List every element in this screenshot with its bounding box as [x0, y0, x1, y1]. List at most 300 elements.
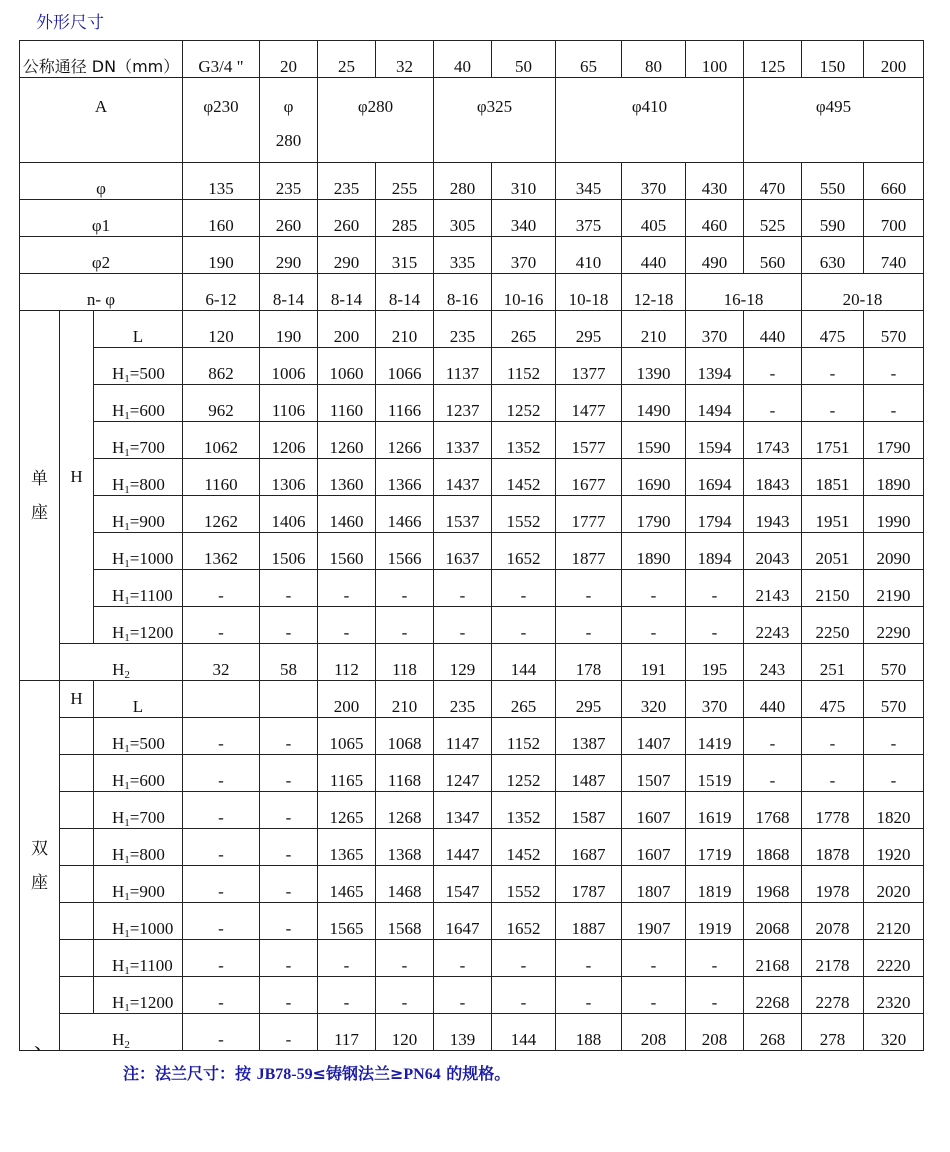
h1-cell: -	[183, 607, 260, 644]
h1-cell: 1787	[556, 866, 622, 903]
h1-cell: -	[802, 348, 864, 385]
h1-cell: 1347	[434, 792, 492, 829]
h1-cell: 1390	[622, 348, 686, 385]
phi-cell: 370	[622, 163, 686, 200]
phi1-cell: 460	[686, 200, 744, 237]
h1-cell: -	[260, 866, 318, 903]
h1-cell: 1820	[864, 792, 924, 829]
footnote-middle: ≤铸钢法兰≥	[312, 1064, 404, 1083]
subscript: 1	[124, 447, 130, 459]
footnote	[123, 1061, 510, 1084]
double-h1-row	[20, 718, 924, 755]
single-seat-label: 单座	[20, 311, 60, 681]
l-cell: 265	[492, 311, 556, 348]
l-cell: 295	[556, 311, 622, 348]
h-row-label: $H_1=800$	[94, 829, 183, 866]
phi-cell: 550	[802, 163, 864, 200]
dn-cell: 40	[434, 41, 492, 78]
table-body	[20, 41, 924, 1051]
a-cell: φ410	[556, 78, 744, 163]
h1-cell: 1362	[183, 533, 260, 570]
h1-cell: 1066	[376, 348, 434, 385]
h-row-label: $H_1=900$	[94, 866, 183, 903]
l-cell: 440	[744, 311, 802, 348]
dn-cell: G3/4 "	[183, 41, 260, 78]
double-h1-row	[20, 829, 924, 866]
nphi-label: n- φ	[20, 274, 183, 311]
h1-cell: -	[318, 977, 376, 1014]
dn-header-row	[20, 41, 924, 78]
h1-cell: 1519	[686, 755, 744, 792]
h1-cell: -	[260, 718, 318, 755]
h1-cell: -	[260, 607, 318, 644]
h1-cell: 1507	[622, 755, 686, 792]
h1-cell: -	[183, 792, 260, 829]
h1-cell: 1652	[492, 533, 556, 570]
h1-cell: 1594	[686, 422, 744, 459]
h1-cell: 1062	[183, 422, 260, 459]
footnote-prefix: 注：法兰尺寸：按	[123, 1064, 257, 1083]
nphi-cell: 12-18	[622, 274, 686, 311]
phi-cell: 135	[183, 163, 260, 200]
h1-cell: 1137	[434, 348, 492, 385]
h1-cell: 1887	[556, 903, 622, 940]
phi1-cell: 260	[318, 200, 376, 237]
h1-cell: 1751	[802, 422, 864, 459]
h1-cell: 1506	[260, 533, 318, 570]
h1-cell: 1460	[318, 496, 376, 533]
l-cell: 475	[802, 681, 864, 718]
single-h1-row	[20, 607, 924, 644]
l-cell: 265	[492, 681, 556, 718]
spacer-cell	[60, 977, 94, 1014]
l-cell: 120	[183, 311, 260, 348]
phi2-cell: 290	[318, 237, 376, 274]
h1-cell: -	[260, 903, 318, 940]
double-h-label: H	[60, 681, 94, 718]
h1-cell: 962	[183, 385, 260, 422]
h2-cell: 195	[686, 644, 744, 681]
a-cell-split	[260, 78, 318, 163]
h1-cell: 1468	[376, 866, 434, 903]
h1-cell: -	[802, 755, 864, 792]
h1-cell: 1978	[802, 866, 864, 903]
h1-cell: 1694	[686, 459, 744, 496]
single-h1-row	[20, 385, 924, 422]
spacer-cell	[60, 940, 94, 977]
h1-cell: 1152	[492, 348, 556, 385]
h1-cell: -	[622, 607, 686, 644]
h1-cell: -	[744, 755, 802, 792]
dn-header-label: 公称通径 DN（mm）	[20, 41, 183, 78]
h-row-label: $H_1=1200$	[94, 977, 183, 1014]
h-row-label: $H_1=600$	[94, 755, 183, 792]
h2-cell: 320	[864, 1014, 924, 1051]
h2-cell: -	[183, 1014, 260, 1051]
single-l-row	[20, 311, 924, 348]
h2-cell: 58	[260, 644, 318, 681]
h1-cell: 1266	[376, 422, 434, 459]
phi-cell: 660	[864, 163, 924, 200]
h1-cell: -	[376, 570, 434, 607]
h1-cell: 1794	[686, 496, 744, 533]
subscript: 2	[124, 1039, 130, 1051]
nphi-row	[20, 274, 924, 311]
dn-cell: 200	[864, 41, 924, 78]
double-h1-row	[20, 866, 924, 903]
h1-cell: 1260	[318, 422, 376, 459]
h1-cell: -	[556, 940, 622, 977]
h1-cell: 1437	[434, 459, 492, 496]
h1-cell: 2268	[744, 977, 802, 1014]
nphi-cell: 6-12	[183, 274, 260, 311]
h1-cell: -	[260, 829, 318, 866]
h1-cell: -	[183, 903, 260, 940]
phi2-cell: 410	[556, 237, 622, 274]
h2-cell: 268	[744, 1014, 802, 1051]
double-h1-row	[20, 755, 924, 792]
h2-cell: 188	[556, 1014, 622, 1051]
h1-cell: 1719	[686, 829, 744, 866]
h1-cell: 1619	[686, 792, 744, 829]
dn-cell: 25	[318, 41, 376, 78]
h1-cell: 1877	[556, 533, 622, 570]
phi-row	[20, 163, 924, 200]
double-h1-row	[20, 977, 924, 1014]
h1-cell: 1890	[864, 459, 924, 496]
double-l-row	[20, 681, 924, 718]
h1-cell: 1106	[260, 385, 318, 422]
h1-cell: 2020	[864, 866, 924, 903]
phi2-cell: 630	[802, 237, 864, 274]
phi2-row	[20, 237, 924, 274]
h1-cell: -	[183, 570, 260, 607]
l-label: L	[94, 311, 183, 348]
h1-cell: 1252	[492, 755, 556, 792]
h1-cell: 1352	[492, 422, 556, 459]
h1-cell: -	[686, 607, 744, 644]
subscript: 1	[124, 780, 130, 792]
h1-cell: 1968	[744, 866, 802, 903]
spacer-cell	[60, 792, 94, 829]
l-cell: 370	[686, 681, 744, 718]
phi1-cell: 285	[376, 200, 434, 237]
h1-cell: -	[260, 940, 318, 977]
h-row-label: $H_1=1000$	[94, 903, 183, 940]
double-h2-row	[20, 1014, 924, 1051]
phi2-cell: 740	[864, 237, 924, 274]
h1-cell: -	[183, 829, 260, 866]
section-title: 外形尺寸	[36, 13, 104, 33]
nphi-cell: 10-16	[492, 274, 556, 311]
h1-cell: 1690	[622, 459, 686, 496]
h1-cell: 1060	[318, 348, 376, 385]
double-h1-row	[20, 940, 924, 977]
h2-cell: 112	[318, 644, 376, 681]
dn-cell: 65	[556, 41, 622, 78]
h1-cell: 1165	[318, 755, 376, 792]
l-cell: 570	[864, 681, 924, 718]
h1-cell: 1565	[318, 903, 376, 940]
a-cell-symbol: φ	[283, 97, 294, 116]
h1-cell: -	[376, 940, 434, 977]
h1-cell: -	[434, 977, 492, 1014]
subscript: 1	[124, 965, 130, 977]
h1-cell: -	[556, 607, 622, 644]
phi1-cell: 375	[556, 200, 622, 237]
h1-cell: -	[556, 570, 622, 607]
h1-cell: 1566	[376, 533, 434, 570]
h-row-label: $H_1=1200$	[94, 607, 183, 644]
h1-cell: -	[318, 607, 376, 644]
h1-cell: 1147	[434, 718, 492, 755]
subscript: 1	[124, 817, 130, 829]
dimension-table	[19, 40, 924, 1051]
phi1-cell: 700	[864, 200, 924, 237]
h1-cell: 1377	[556, 348, 622, 385]
h1-cell: -	[622, 977, 686, 1014]
h-row-label: $H_1=700$	[94, 792, 183, 829]
h1-cell: -	[492, 977, 556, 1014]
h1-cell: 1368	[376, 829, 434, 866]
phi1-cell: 305	[434, 200, 492, 237]
h1-cell: -	[744, 385, 802, 422]
h1-cell: -	[434, 570, 492, 607]
h1-cell: 1790	[864, 422, 924, 459]
l-cell	[183, 681, 260, 718]
phi-cell: 235	[260, 163, 318, 200]
dn-cell: 50	[492, 41, 556, 78]
h1-cell: -	[183, 866, 260, 903]
h1-cell: 2278	[802, 977, 864, 1014]
h1-cell: 2051	[802, 533, 864, 570]
h1-cell: 1919	[686, 903, 744, 940]
footnote-pn: PN64	[403, 1066, 441, 1083]
h-row-label: $H_1=500$	[94, 348, 183, 385]
h-row-label: $H_1=900$	[94, 496, 183, 533]
h1-cell: 1547	[434, 866, 492, 903]
subscript: 1	[124, 891, 130, 903]
h1-cell: -	[622, 570, 686, 607]
h1-cell: 1552	[492, 496, 556, 533]
phi1-cell: 160	[183, 200, 260, 237]
h1-cell: -	[864, 385, 924, 422]
h1-cell: 1552	[492, 866, 556, 903]
h1-cell: 1237	[434, 385, 492, 422]
phi2-cell: 190	[183, 237, 260, 274]
h1-cell: 1560	[318, 533, 376, 570]
h2-cell: 251	[802, 644, 864, 681]
h2-cell: 208	[622, 1014, 686, 1051]
phi1-cell: 405	[622, 200, 686, 237]
phi2-cell: 335	[434, 237, 492, 274]
phi-cell: 235	[318, 163, 376, 200]
subscript: 2	[124, 669, 130, 681]
single-h-label: H	[60, 311, 94, 644]
h1-cell: -	[260, 570, 318, 607]
single-h1-row	[20, 570, 924, 607]
h1-cell: 1168	[376, 755, 434, 792]
l-cell: 210	[622, 311, 686, 348]
single-h1-row	[20, 496, 924, 533]
h1-cell: 1365	[318, 829, 376, 866]
nphi-cell: 10-18	[556, 274, 622, 311]
double-h1-row	[20, 903, 924, 940]
a-cell: φ495	[744, 78, 924, 163]
h1-cell: 1265	[318, 792, 376, 829]
phi1-row	[20, 200, 924, 237]
l-cell: 295	[556, 681, 622, 718]
h1-cell: 1878	[802, 829, 864, 866]
h1-cell: -	[376, 977, 434, 1014]
a-label: A	[20, 78, 183, 163]
subscript: 1	[124, 373, 130, 385]
h1-cell: 1360	[318, 459, 376, 496]
h-row-label: $H_1=600$	[94, 385, 183, 422]
stray-mark: 、	[34, 1030, 54, 1054]
phi-label: φ	[20, 163, 183, 200]
h1-cell: -	[260, 755, 318, 792]
h2-cell: 118	[376, 644, 434, 681]
spacer-cell	[60, 829, 94, 866]
nphi-cell: 16-18	[686, 274, 802, 311]
h1-cell: 1652	[492, 903, 556, 940]
h1-cell: 1419	[686, 718, 744, 755]
h1-cell: 1687	[556, 829, 622, 866]
single-h1-row	[20, 533, 924, 570]
phi2-cell: 290	[260, 237, 318, 274]
h1-cell: -	[686, 977, 744, 1014]
phi1-cell: 340	[492, 200, 556, 237]
h1-cell: 2168	[744, 940, 802, 977]
h1-cell: 1807	[622, 866, 686, 903]
h1-cell: 2178	[802, 940, 864, 977]
spacer-cell	[60, 866, 94, 903]
dn-cell: 100	[686, 41, 744, 78]
h1-cell: 1394	[686, 348, 744, 385]
nphi-cell: 8-14	[260, 274, 318, 311]
h2-cell: 278	[802, 1014, 864, 1051]
h2-cell: 120	[376, 1014, 434, 1051]
h1-cell: 2320	[864, 977, 924, 1014]
h2-cell: 139	[434, 1014, 492, 1051]
h1-cell: 1790	[622, 496, 686, 533]
h1-cell: -	[183, 755, 260, 792]
phi-cell: 280	[434, 163, 492, 200]
h1-cell: 1252	[492, 385, 556, 422]
subscript: 1	[124, 484, 130, 496]
h1-cell: 1407	[622, 718, 686, 755]
h1-cell: 2220	[864, 940, 924, 977]
phi2-label: φ2	[20, 237, 183, 274]
spacer-cell	[60, 755, 94, 792]
h1-cell: 1590	[622, 422, 686, 459]
h1-cell: -	[183, 718, 260, 755]
h1-cell: -	[260, 977, 318, 1014]
h2-cell: 32	[183, 644, 260, 681]
h1-cell: -	[183, 977, 260, 1014]
h1-cell: 1068	[376, 718, 434, 755]
nphi-cell: 8-14	[376, 274, 434, 311]
h1-cell: 1490	[622, 385, 686, 422]
h1-cell: 1943	[744, 496, 802, 533]
spacer-cell	[60, 903, 94, 940]
a-cell: φ280	[318, 78, 434, 163]
dn-cell: 150	[802, 41, 864, 78]
h1-cell: -	[492, 607, 556, 644]
h1-cell: 1990	[864, 496, 924, 533]
l-cell: 200	[318, 681, 376, 718]
subscript: 1	[124, 928, 130, 940]
h2-cell: -	[260, 1014, 318, 1051]
a-cell: φ325	[434, 78, 556, 163]
h1-cell: 2068	[744, 903, 802, 940]
h1-cell: 1568	[376, 903, 434, 940]
h2-cell: 117	[318, 1014, 376, 1051]
h1-cell: 1366	[376, 459, 434, 496]
double-seat-label: 双座	[20, 681, 60, 1051]
h1-cell: 2190	[864, 570, 924, 607]
h2-cell: 243	[744, 644, 802, 681]
subscript: 1	[124, 558, 130, 570]
h-row-label: $H_2$	[60, 1014, 183, 1051]
l-cell	[260, 681, 318, 718]
phi2-cell: 315	[376, 237, 434, 274]
h1-cell: -	[802, 385, 864, 422]
h1-cell: 2043	[744, 533, 802, 570]
h1-cell: -	[802, 718, 864, 755]
dn-cell: 20	[260, 41, 318, 78]
l-cell: 190	[260, 311, 318, 348]
h2-cell: 570	[864, 644, 924, 681]
h1-cell: 1160	[318, 385, 376, 422]
h1-cell: -	[183, 940, 260, 977]
spacer-cell	[60, 718, 94, 755]
h1-cell: -	[744, 348, 802, 385]
h1-cell: 1452	[492, 459, 556, 496]
h1-cell: -	[492, 940, 556, 977]
h1-cell: 1387	[556, 718, 622, 755]
h1-cell: 2120	[864, 903, 924, 940]
h1-cell: 2290	[864, 607, 924, 644]
h1-cell: 1768	[744, 792, 802, 829]
phi2-cell: 440	[622, 237, 686, 274]
h1-cell: 1819	[686, 866, 744, 903]
double-h1-row	[20, 792, 924, 829]
h1-cell: 2090	[864, 533, 924, 570]
phi2-cell: 560	[744, 237, 802, 274]
h2-cell: 129	[434, 644, 492, 681]
l-cell: 235	[434, 311, 492, 348]
h1-cell: -	[434, 940, 492, 977]
h-row-label: $H_2$	[60, 644, 183, 681]
h1-cell: -	[376, 607, 434, 644]
h2-cell: 144	[492, 1014, 556, 1051]
h1-cell: 1587	[556, 792, 622, 829]
h1-cell: 1268	[376, 792, 434, 829]
l-cell: 210	[376, 311, 434, 348]
h1-cell: -	[864, 755, 924, 792]
h1-cell: -	[686, 940, 744, 977]
h1-cell: 1487	[556, 755, 622, 792]
h-row-label: $H_1=1100$	[94, 940, 183, 977]
h1-cell: 1247	[434, 755, 492, 792]
h1-cell: -	[864, 348, 924, 385]
h1-cell: -	[556, 977, 622, 1014]
h-row-label: $H_1=800$	[94, 459, 183, 496]
h1-cell: 1778	[802, 792, 864, 829]
phi1-cell: 260	[260, 200, 318, 237]
